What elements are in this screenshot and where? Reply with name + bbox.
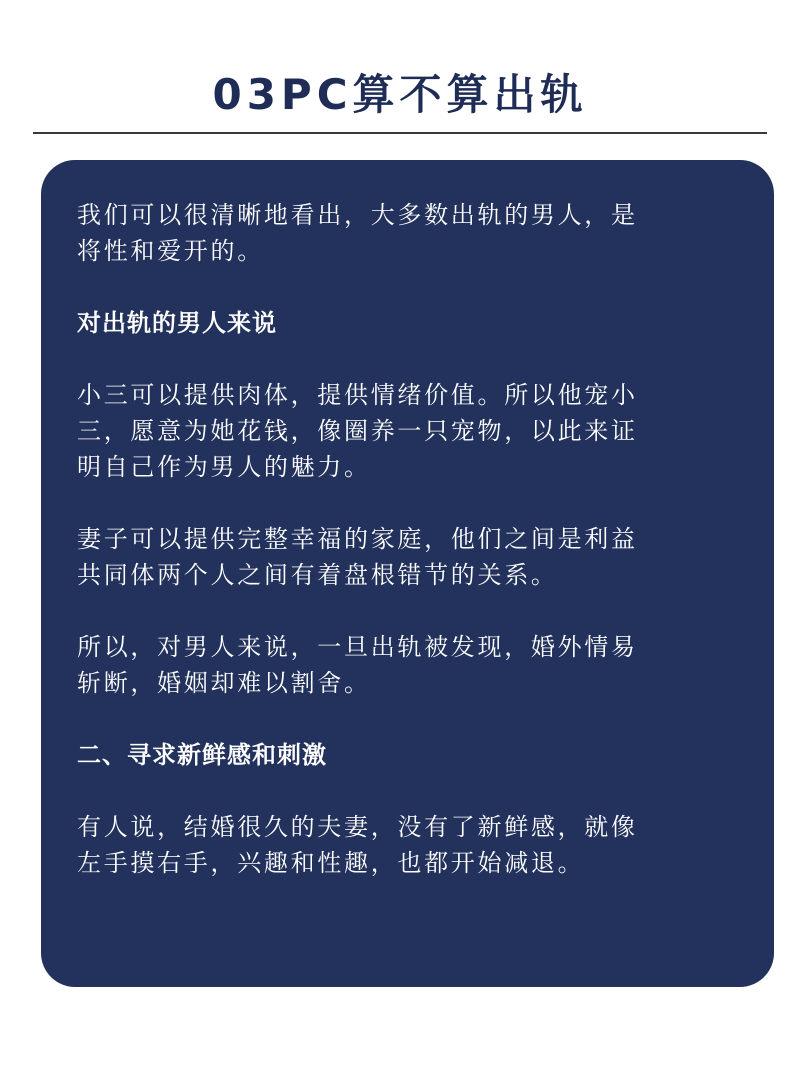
paragraph-line: 左手摸右手，兴趣和性趣，也都开始减退。 (77, 849, 585, 877)
title-divider (33, 132, 767, 134)
section-heading-1 (77, 305, 736, 341)
paragraph-line: 将性和爱开的。 (77, 237, 264, 265)
paragraph-2 (77, 377, 736, 485)
paragraph-line: 斩断，婚姻却难以割舍。 (77, 669, 371, 697)
paragraph-line: 明自己作为男人的魅力。 (77, 453, 371, 481)
paragraph-3 (77, 521, 736, 593)
paragraph-line: 有人说，结婚很久的夫妻，没有了新鲜感，就像 (77, 813, 638, 841)
page-title: 03PC算不算出轨 (212, 70, 588, 119)
paragraph-1 (77, 197, 736, 269)
paragraph-line: 妻子可以提供完整幸福的家庭，他们之间是利益 (77, 525, 638, 553)
paragraph-5 (77, 809, 736, 881)
section-heading-2 (77, 737, 736, 773)
paragraph-line: 三，愿意为她花钱，像圈养一只宠物，以此来证 (77, 417, 638, 445)
paragraph-line: 共同体两个人之间有着盘根错节的关系。 (77, 561, 558, 589)
heading-text: 二、寻求新鲜感和刺激 (77, 741, 327, 769)
content-card (41, 160, 774, 987)
paragraph-line: 所以，对男人来说，一旦出轨被发现，婚外情易 (77, 633, 638, 661)
heading-text: 对出轨的男人来说 (77, 309, 277, 337)
paragraph-4 (77, 629, 736, 701)
paragraph-line: 小三可以提供肉体，提供情绪价值。所以他宠小 (77, 381, 638, 409)
paragraph-line: 我们可以很清晰地看出，大多数出轨的男人，是 (77, 201, 638, 229)
